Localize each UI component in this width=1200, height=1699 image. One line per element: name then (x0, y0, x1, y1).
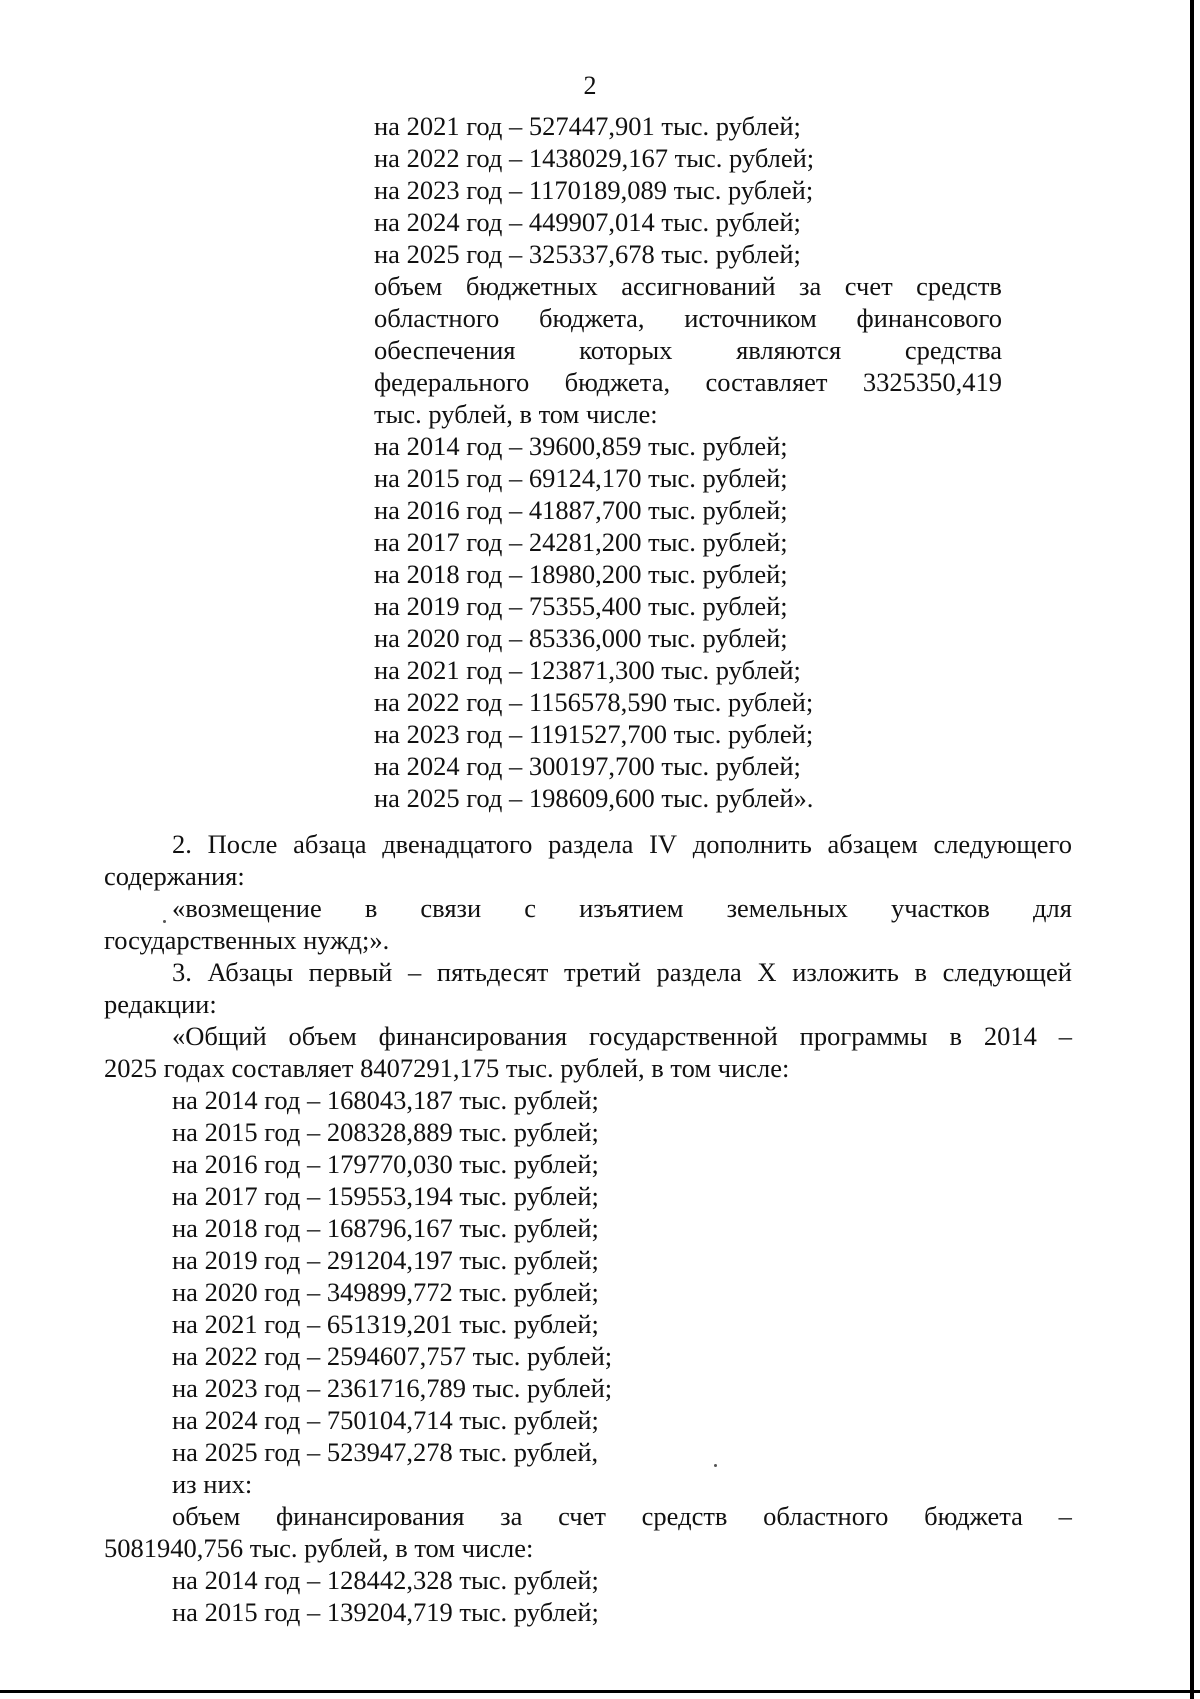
word: с (524, 893, 537, 923)
text-line: на 2024 год – 449907,014 тыс. рублей; (374, 207, 801, 237)
word: – (1058, 1501, 1072, 1531)
word: финансирования (276, 1501, 465, 1531)
word: в (949, 1021, 962, 1051)
word: 2. (172, 829, 192, 859)
word: областного (374, 303, 500, 333)
word: ассигнований (621, 271, 776, 301)
text-line: на 2025 год – 325337,678 тыс. рублей; (374, 239, 801, 269)
text-line: на 2015 год – 139204,719 тыс. рублей; (172, 1597, 599, 1627)
word: областного (763, 1501, 889, 1531)
word: – (408, 957, 422, 987)
word: изложить (792, 957, 899, 987)
word: объем (288, 1021, 357, 1051)
text-line: государственных нужд;». (104, 925, 390, 955)
text-line: на 2016 год – 41887,700 тыс. рублей; (374, 495, 788, 525)
word: бюджетных (465, 271, 598, 301)
word: 3325350,419 (862, 367, 1002, 397)
justified-line (172, 956, 1072, 988)
text-line: на 2014 год – 128442,328 тыс. рублей; (172, 1565, 599, 1595)
text-line: на 2015 год – 208328,889 тыс. рублей; (172, 1117, 599, 1147)
justified-line (374, 270, 1002, 302)
word: программы (799, 1021, 928, 1051)
word: «возмещение (172, 893, 322, 923)
text-line: на 2023 год – 2361716,789 тыс. рублей; (172, 1373, 613, 1403)
word: – (1058, 1021, 1072, 1051)
word: X (757, 957, 777, 987)
text-line: содержания: (104, 861, 245, 891)
word: в (364, 893, 378, 923)
word: для (1033, 893, 1072, 923)
word: раздела (656, 957, 742, 987)
justified-line (172, 828, 1072, 860)
scan-speck (714, 1464, 717, 1467)
word: счет (558, 1501, 606, 1531)
text-line: на 2014 год – 39600,859 тыс. рублей; (374, 431, 788, 461)
justified-line (374, 334, 1002, 366)
word: объем (172, 1501, 241, 1531)
word: IV (649, 829, 678, 859)
word: составляет (705, 367, 828, 397)
word: Абзацы (207, 957, 294, 987)
word: бюджета (924, 1501, 1023, 1531)
word: в (914, 957, 927, 987)
text-line: на 2021 год – 123871,300 тыс. рублей; (374, 655, 801, 685)
text-line: на 2023 год – 1191527,700 тыс. рублей; (374, 719, 814, 749)
word: дополнить (692, 829, 812, 859)
justified-line (374, 366, 1002, 398)
text-line: на 2025 год – 198609,600 тыс. рублей». (374, 783, 814, 813)
word: участков (890, 893, 990, 923)
text-line: на 2018 год – 168796,167 тыс. рублей; (172, 1213, 599, 1243)
text-line: на 2014 год – 168043,187 тыс. рублей; (172, 1085, 599, 1115)
word: обеспечения (374, 335, 516, 365)
text-line: на 2017 год – 159553,194 тыс. рублей; (172, 1181, 599, 1211)
word: бюджета, (564, 367, 671, 397)
word: После (207, 829, 278, 859)
word: которых (579, 335, 673, 365)
word: 2014 (983, 1021, 1037, 1051)
word: третий (564, 957, 641, 987)
word: финансирования (378, 1021, 568, 1051)
text-line: на 2022 год – 1156578,590 тыс. рублей; (374, 687, 814, 717)
word: двенадцатого (382, 829, 533, 859)
scan-edge-bottom (0, 1690, 1200, 1693)
word: государственной (588, 1021, 778, 1051)
text-line: на 2017 год – 24281,200 тыс. рублей; (374, 527, 788, 557)
word: федерального (374, 367, 530, 397)
text-line: на 2024 год – 750104,714 тыс. рублей; (172, 1405, 599, 1435)
text-line: на 2022 год – 2594607,757 тыс. рублей; (172, 1341, 613, 1371)
word: 3. (172, 957, 192, 987)
word: за (500, 1501, 523, 1531)
text-line: на 2020 год – 349899,772 тыс. рублей; (172, 1277, 599, 1307)
text-line: 2025 годах составляет 8407291,175 тыс. рублей, в том числе: (104, 1053, 790, 1083)
scan-speck (163, 920, 166, 923)
text-line: на 2022 год – 1438029,167 тыс. рублей; (374, 143, 815, 173)
text-line: на 2015 год – 69124,170 тыс. рублей; (374, 463, 788, 493)
word: являются (736, 335, 842, 365)
text-line: на 2024 год – 300197,700 тыс. рублей; (374, 751, 801, 781)
word: следующей (942, 957, 1072, 987)
text-line: на 2016 год – 179770,030 тыс. рублей; (172, 1149, 599, 1179)
word: связи (420, 893, 482, 923)
justified-line (172, 892, 1072, 924)
text-line: на 2019 год – 75355,400 тыс. рублей; (374, 591, 788, 621)
text-line: на 2023 год – 1170189,089 тыс. рублей; (374, 175, 814, 205)
text-line: на 2019 год – 291204,197 тыс. рублей; (172, 1245, 599, 1275)
text-line: из них: (172, 1469, 253, 1499)
text-line: редакции: (104, 989, 217, 1019)
word: средства (904, 335, 1002, 365)
word: раздела (548, 829, 634, 859)
word: «Общий (172, 1021, 267, 1051)
justified-line (172, 1020, 1072, 1052)
text-line: на 2021 год – 651319,201 тыс. рублей; (172, 1309, 599, 1339)
page-number: 2 (583, 71, 597, 100)
word: объем (374, 271, 443, 301)
word: первый (308, 957, 393, 987)
word: средств (916, 271, 1002, 301)
justified-line (172, 1500, 1072, 1532)
justified-line (374, 302, 1002, 334)
word: пятьдесят (436, 957, 549, 987)
word: земельных (726, 893, 848, 923)
word: источником (684, 303, 817, 333)
text-line: на 2020 год – 85336,000 тыс. рублей; (374, 623, 788, 653)
word: изъятием (579, 893, 684, 923)
word: счет (844, 271, 893, 301)
word: абзацем (827, 829, 918, 859)
text-line: 5081940,756 тыс. рублей, в том числе: (104, 1533, 534, 1563)
word: абзаца (293, 829, 367, 859)
word: за (799, 271, 822, 301)
text-line: на 2025 год – 523947,278 тыс. рублей, (172, 1437, 599, 1467)
word: средств (641, 1501, 728, 1531)
word: следующего (933, 829, 1072, 859)
text-line: тыс. рублей, в том числе: (374, 399, 658, 429)
scan-edge-right (1190, 0, 1194, 1699)
word: бюджета, (539, 303, 645, 333)
text-line: на 2021 год – 527447,901 тыс. рублей; (374, 111, 801, 141)
text-line: на 2018 год – 18980,200 тыс. рублей; (374, 559, 788, 589)
word: финансового (856, 303, 1002, 333)
